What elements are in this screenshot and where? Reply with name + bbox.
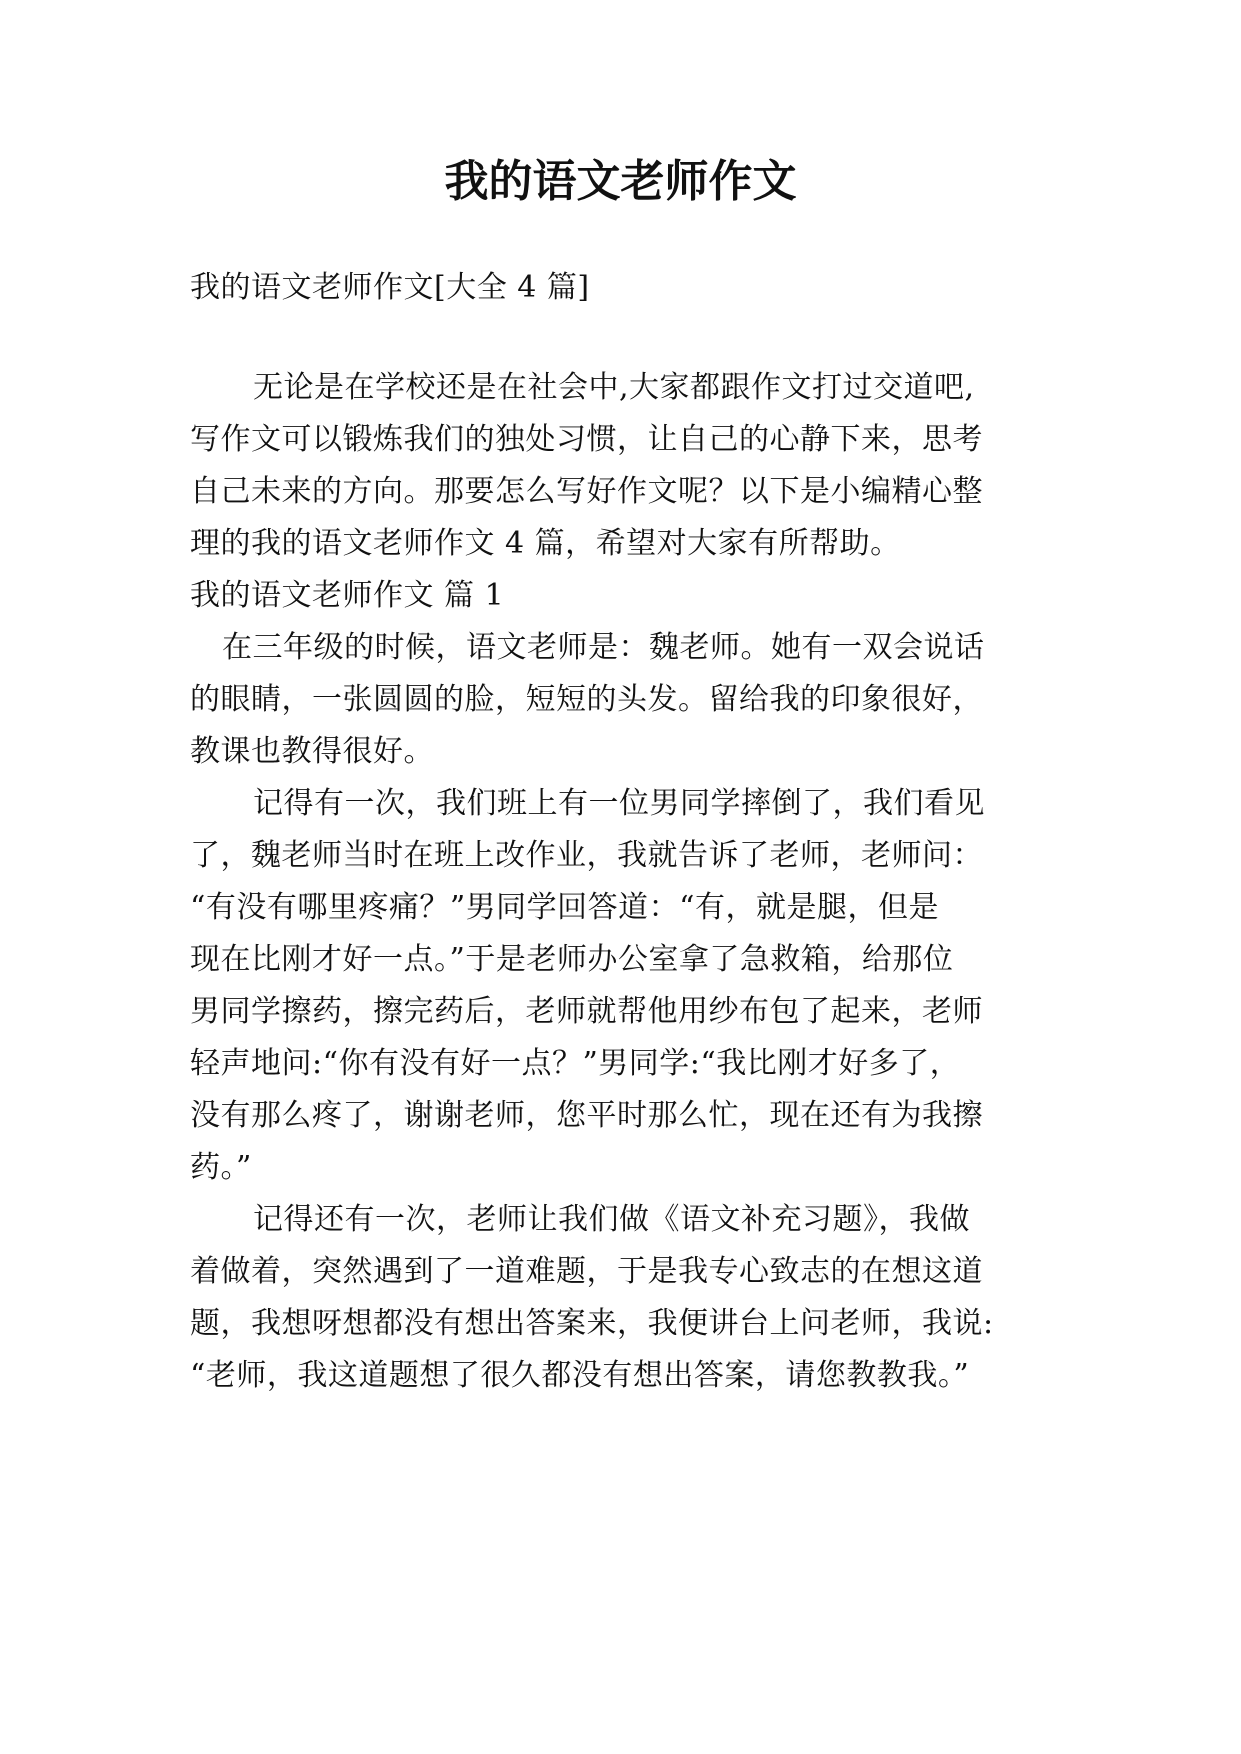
- paragraph-line: “老师，我这道题想了很久都没有想出答案，请您教教我。”: [190, 1358, 970, 1393]
- paragraph-line: 自己未来的方向。那要怎么写好作文呢？以下是小编精心整: [190, 474, 983, 509]
- document-subtitle: 我的语文老师作文[大全 4 篇]: [190, 270, 590, 305]
- paragraph-line: 男同学擦药，擦完药后，老师就帮他用纱布包了起来，老师: [190, 994, 983, 1029]
- document-title: 我的语文老师作文: [444, 156, 797, 207]
- paragraph-line: 药。”: [190, 1150, 252, 1185]
- paragraph-line: 写作文可以锻炼我们的独处习惯，让自己的心静下来，思考: [190, 422, 983, 457]
- paragraph-line: 记得还有一次，老师让我们做《语文补充习题》，我做: [253, 1202, 970, 1237]
- paragraph-line: 理的我的语文老师作文 4 篇，希望对大家有所帮助。: [190, 526, 901, 561]
- paragraph-line: 题，我想呀想都没有想出答案来，我便讲台上问老师，我说:: [190, 1306, 994, 1341]
- paragraph-line: 教课也教得很好。: [190, 734, 434, 769]
- paragraph-line: 记得有一次，我们班上有一位男同学摔倒了，我们看见: [253, 786, 985, 821]
- paragraph-line: 无论是在学校还是在社会中,大家都跟作文打过交道吧,: [253, 370, 975, 405]
- paragraph-line: 现在比刚才好一点。”于是老师办公室拿了急救箱，给那位: [190, 942, 954, 977]
- paragraph-line: 没有那么疼了，谢谢老师，您平时那么忙，现在还有为我擦: [190, 1098, 983, 1133]
- paragraph-line: 轻声地问:“你有没有好一点？”男同学:“我比刚才好多了，: [190, 1046, 961, 1081]
- paragraph-line: “有没有哪里疼痛？”男同学回答道：“有，就是腿，但是: [190, 890, 940, 925]
- paragraph-line: 的眼睛，一张圆圆的脸，短短的头发。留给我的印象很好，: [190, 682, 983, 717]
- paragraph-line: 了，魏老师当时在班上改作业，我就告诉了老师，老师问：: [190, 838, 983, 873]
- section-heading: 我的语文老师作文 篇 1: [190, 578, 505, 613]
- paragraph-line: 着做着，突然遇到了一道难题，于是我专心致志的在想这道: [190, 1254, 983, 1289]
- paragraph-line: 在三年级的时候，语文老师是：魏老师。她有一双会说话: [222, 630, 985, 665]
